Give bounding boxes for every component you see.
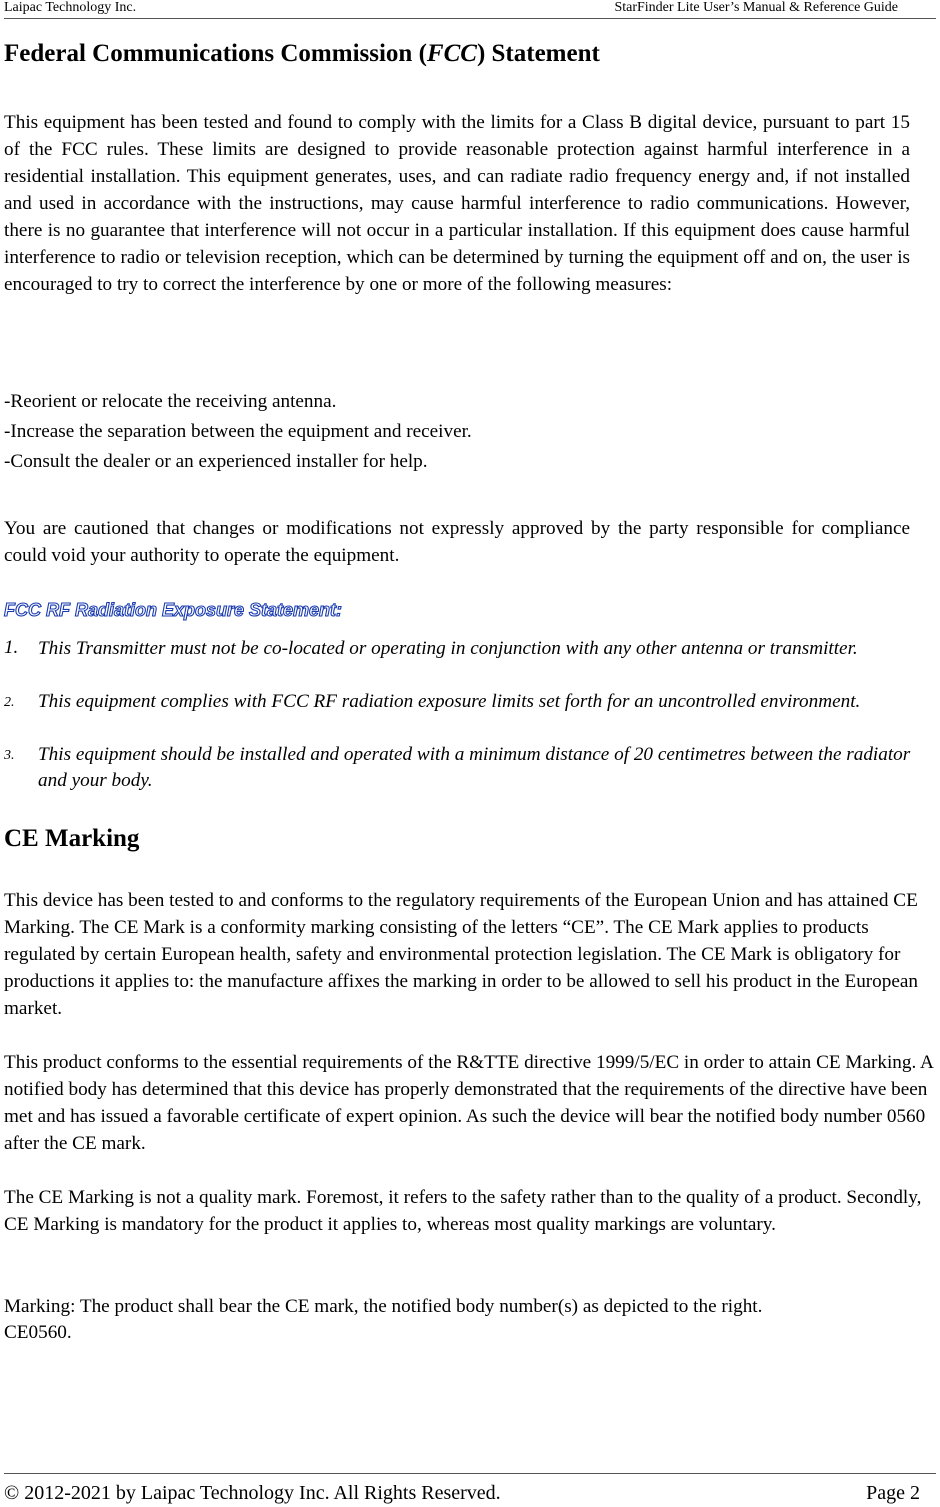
header-company: Laipac Technology Inc. <box>4 0 137 15</box>
header-doc-title: StarFinder Lite User’s Manual & Reference Guide <box>614 0 898 15</box>
measure-item: -Consult the dealer or an experienced installer for help. <box>4 451 428 472</box>
ce-paragraph: Marking: The product shall bear the CE mark, the notified body number(s) as depicted to the right. <box>4 1296 763 1317</box>
page-header <box>4 0 936 19</box>
fcc-paragraph: This equipment has been tested and found to comply with the limits for a Class B digital device, pursuant to part 15 of the FCC rules. These limits are designed to provide reasonable protection against harmful interference in a residential installation. This equipment generates, uses, and can radiate radio frequency energy and, if not installed and used in accordance with the instructions, may cause harmful interference to radio communications. However, there is no guarantee that interference will not occur in a particular installation. If this equipment does cause harmful interference to radio or television reception, which can be determined by turning the equipment off and on, the user is encouraged to try to correct the interference by one or more of the following measures: <box>4 112 910 295</box>
rf-item-text: This equipment should be installed and operated with a minimum distance of 20 centimetres between the radiator and your body. <box>38 744 911 791</box>
ce-paragraph: This device has been tested to and conforms to the regulatory requirements of the European Union and has attained CE Marking. The CE Mark is a conformity marking consisting of the letters “CE”. The CE Mark applies to products regulated by certain European health, safety and environmental protection legislation. The CE Mark is obligatory for productions it applies to: the manufacture affixes the marking in order to be allowed to sell his product in the European market. <box>4 890 919 1019</box>
measure-item: -Increase the separation between the equipment and receiver. <box>4 421 472 442</box>
measure-item: -Reorient or relocate the receiving antenna. <box>4 391 337 412</box>
ce-heading: CE Marking <box>4 825 140 852</box>
rf-item-text: This Transmitter must not be co-located or operating in conjunction with any other antenna or transmitter. <box>38 638 858 659</box>
footer-copyright: © 2012-2021 by Laipac Technology Inc. All Rights Reserved. <box>4 1482 501 1504</box>
fcc-heading: Federal Communications Commission (FCC) Statement <box>4 40 600 67</box>
rf-item-text: This equipment complies with FCC RF radiation exposure limits set forth for an uncontrolled environment. <box>38 691 861 712</box>
rf-item-number: 1. <box>4 637 19 658</box>
caution-paragraph: You are cautioned that changes or modifications not expressly approved by the party responsible for compliance could void your authority to operate the equipment. <box>4 518 910 566</box>
page-footer <box>4 1473 936 1507</box>
rf-exposure-heading: FCC RF Radiation Exposure Statement: <box>4 600 343 620</box>
rf-item-number: 3. <box>4 748 15 763</box>
ce-paragraph: This product conforms to the essential requirements of the R&TTE directive 1999/5/EC in order to attain CE Marking. A notified body has determined that this device has properly demonstrated that the requirements of the directive have been met and has issued a favorable certificate of expert opinion. As such the device will bear the notified body number 0560 after the CE mark. <box>4 1052 933 1154</box>
ce-paragraph: The CE Marking is not a quality mark. Foremost, it refers to the safety rather than to the quality of a product. Secondly, CE Marking is mandatory for the product it applies to, whereas most quality markings are voluntary. <box>4 1187 922 1235</box>
ce-mark-number: CE0560. <box>4 1322 72 1343</box>
footer-page-number: Page 2 <box>866 1482 920 1504</box>
rf-item-number: 2. <box>4 695 15 710</box>
